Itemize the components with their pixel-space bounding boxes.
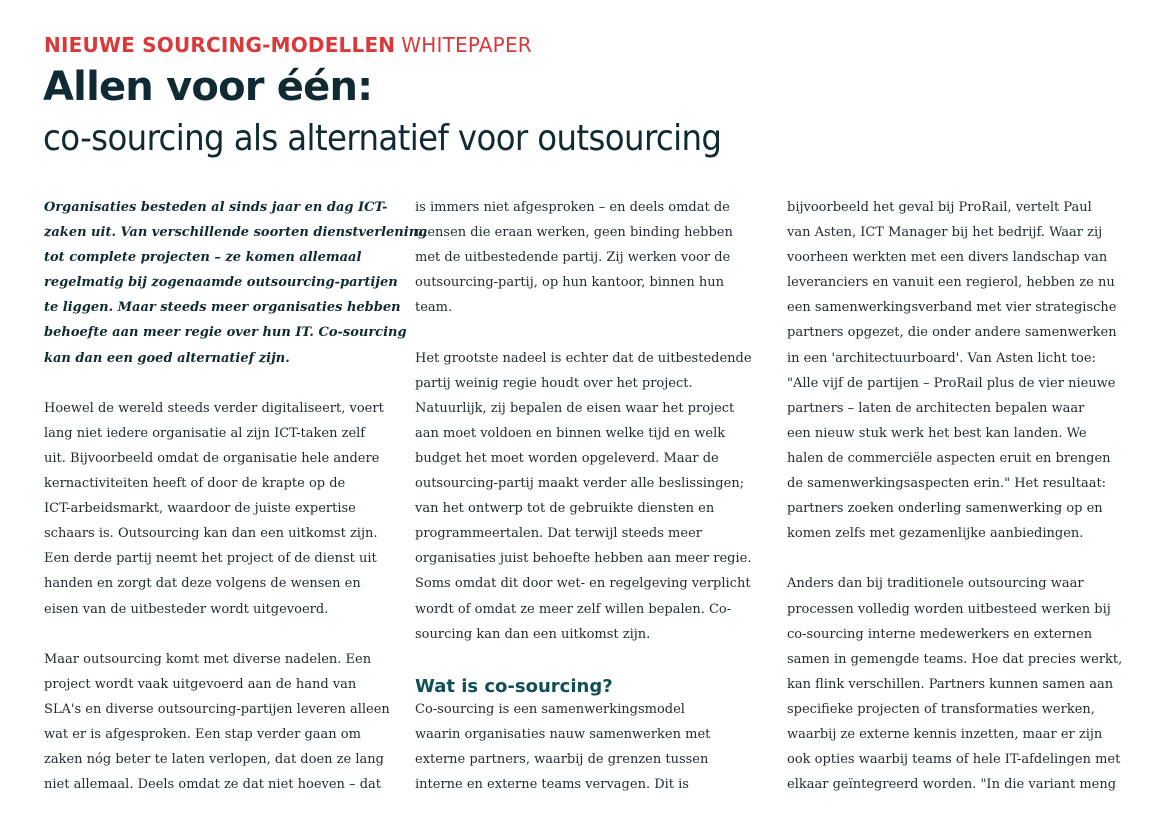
text-line: outsourcing-partij, op hun kantoor, binnen hun [415,275,724,291]
text-line: tot complete projecten – ze komen allemaal [44,250,362,266]
text-line: project wordt vaak uitgevoerd aan de hand van [44,676,357,692]
text-line: leveranciers en vanuit een regierol, hebben ze nu [787,275,1115,291]
text-line: budget het moet worden opgeleverd. Maar de [415,450,719,466]
text-line: te liggen. Maar steeds meer organisaties hebben [44,300,401,316]
text-line: waarin organisaties nauw samenwerken met [415,726,711,742]
text-line: Co-sourcing is een samenwerkingsmodel [415,701,685,717]
text-line: specifieke projecten of transformaties werken, [787,701,1095,717]
text-line: aan moet voldoen en binnen welke tijd en welk [415,425,726,441]
text-line: Organisaties besteden al sinds jaar en dag ICT- [44,200,388,215]
column-1 [44,195,428,797]
text-line: ICT-arbeidsmarkt, waardoor de juiste expertise [44,501,356,517]
text-line: van Asten, ICT Manager bij het bedrijf. Waar zij [787,225,1103,241]
text-line: sourcing kan dan een uitkomst zijn. [415,626,651,642]
paragraph [787,195,1117,546]
text-line: Hoewel de wereld steeds verder digitaliseert, voert [44,400,384,416]
text-line: in een 'architectuurboard'. Van Asten licht toe: [787,350,1096,366]
section-heading: Wat is co-sourcing? [415,675,613,697]
text-line: kernactiviteiten heeft of door de krapte op de [44,476,346,492]
text-line: kan flink verschillen. Partners kunnen samen aan [787,676,1114,692]
intro-paragraph [44,195,428,371]
text-line: mensen die eraan werken, geen binding hebben [415,225,733,241]
text-line: is immers niet afgesproken – en deels omdat de [415,200,730,215]
paragraph [44,647,390,798]
text-line: een nieuw stuk werk het best kan landen. We [787,425,1087,441]
text-line: uit. Bijvoorbeeld omdat de organisatie hele andere [44,450,380,466]
text-line: team. [415,300,453,316]
text-line: regelmatig bij zogenaamde outsourcing-partijen [44,275,398,291]
kicker-type: WHITEPAPER [401,33,532,57]
kicker [44,33,532,57]
column-2 [415,195,752,797]
text-line: SLA's en diverse outsourcing-partijen leveren alleen [44,701,390,717]
text-line: kan dan een goed alternatief zijn. [44,350,290,366]
text-line: voorheen werkten met een divers landschap van [787,250,1108,266]
text-line: programmeertalen. Dat terwijl steeds meer [415,526,702,542]
page-title: Allen voor één: [43,64,373,110]
text-line: bijvoorbeeld het geval bij ProRail, vertelt Paul [787,200,1092,215]
paragraph [415,346,752,647]
text-line: partij weinig regie houdt over het project. [415,375,693,391]
column-3 [787,195,1123,797]
text-line: Het grootste nadeel is echter dat de uitbestedende [415,350,752,366]
text-line: externe partners, waarbij de grenzen tussen [415,752,709,768]
text-line: samen in gemengde teams. Hoe dat precies werkt, [787,651,1123,667]
text-line: schaars is. Outsourcing kan dan een uitkomst zijn. [44,526,378,542]
text-line: Soms omdat dit door wet- en regelgeving verplicht [415,576,751,592]
text-line: interne en externe teams vervagen. Dit is [415,777,689,793]
text-line: niet allemaal. Deels omdat ze dat niet hoeven – dat [44,777,381,793]
text-line: partners – laten de architecten bepalen waar [787,400,1085,416]
text-line: co-sourcing interne medewerkers en externen [787,626,1093,642]
text-line: ook opties waarbij teams of hele IT-afdelingen met [787,752,1121,768]
text-line: Anders dan bij traditionele outsourcing waar [787,576,1084,592]
paragraph [415,697,745,797]
text-line: van het ontwerp tot de gebruikte diensten en [415,501,715,517]
text-line: Maar outsourcing komt met diverse nadelen. Een [44,651,372,667]
text-line: met de uitbestedende partij. Zij werken voor de [415,250,731,266]
paragraph [787,571,1123,797]
text-line: partners opgezet, die onder andere samenwerken [787,325,1117,341]
text-line: processen volledig worden uitbesteed werken bij [787,601,1111,617]
text-line: eisen van de uitbesteder wordt uitgevoerd. [44,601,329,617]
kicker-section: NIEUWE SOURCING-MODELLEN [44,33,396,57]
paragraph [44,396,384,622]
text-line: elkaar geïntegreerd worden. "In die variant meng [787,777,1117,793]
text-line: Natuurlijk, zij bepalen de eisen waar het project [415,400,735,416]
text-line: waarbij ze externe kennis inzetten, maar er zijn [787,726,1103,742]
text-line: Een derde partij neemt het project of de dienst uit [44,551,377,567]
text-line: partners zoeken onderling samenwerking op en [787,501,1103,517]
text-line: zaken nóg beter te laten verlopen, dat doen ze lang [44,752,384,768]
text-line: handen en zorgt dat deze volgens de wensen en [44,576,361,592]
text-line: wat er is afgesproken. Een stap verder gaan om [44,726,361,742]
text-line: lang niet iedere organisatie al zijn ICT-taken zelf [44,425,366,441]
text-line: de samenwerkingsaspecten erin." Het resultaat: [787,476,1107,492]
text-line: wordt of omdat ze meer zelf willen bepalen. Co- [415,601,732,617]
paragraph [415,195,745,320]
text-line: zaken uit. Van verschillende soorten dienstverlening [44,225,428,241]
text-line: "Alle vijf de partijen – ProRail plus de vier nieuwe [787,375,1116,391]
page-subtitle: co-sourcing als alternatief voor outsourcing [43,118,722,159]
text-line: komen zelfs met gezamenlijke aanbiedingen. [787,526,1084,542]
text-line: behoefte aan meer regie over hun IT. Co-sourcing [44,325,407,341]
text-line: een samenwerkingsverband met vier strategische [787,300,1117,316]
text-line: halen de commerciële aspecten eruit en brengen [787,450,1111,466]
text-line: organisaties juist behoefte hebben aan meer regie. [415,551,752,567]
text-line: outsourcing-partij maakt verder alle beslissingen; [415,476,745,492]
